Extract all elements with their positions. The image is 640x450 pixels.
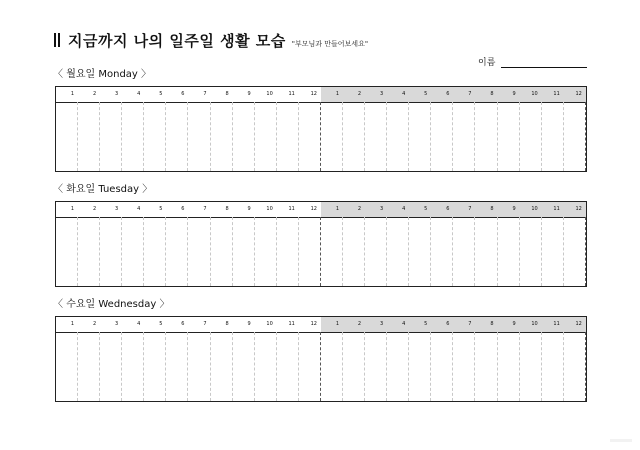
hour-slot[interactable]: [321, 332, 343, 401]
hour-header-cell: [233, 87, 255, 102]
hour-label: 11: [553, 91, 560, 97]
hour-label: 2: [357, 321, 362, 327]
hour-label: 5: [159, 91, 163, 97]
hour-label: 9: [247, 321, 251, 327]
hour-slot[interactable]: [431, 217, 453, 286]
hour-label: 8: [225, 91, 229, 97]
hour-slot[interactable]: [122, 217, 144, 286]
hour-header-cell: [78, 202, 100, 217]
hour-slot[interactable]: [343, 217, 365, 286]
hour-slot[interactable]: [365, 332, 387, 401]
hour-label: 1: [335, 321, 340, 327]
hour-label: 6: [446, 91, 450, 97]
hour-header-cell: [122, 317, 144, 332]
hour-slot[interactable]: [498, 217, 520, 286]
hour-slot[interactable]: [343, 332, 365, 401]
hour-header-cell: [100, 202, 122, 217]
hour-slot[interactable]: [387, 102, 409, 171]
hour-header-cell: [233, 202, 255, 217]
hour-slot[interactable]: [100, 332, 122, 401]
title-bar-icon: [54, 33, 60, 47]
hour-slot[interactable]: [166, 217, 188, 286]
hour-header-cell: [365, 87, 387, 102]
hour-header-cell: [166, 317, 188, 332]
day-label: 〈 월요일 Monday 〉: [53, 69, 152, 80]
hour-slot[interactable]: [255, 332, 277, 401]
hour-header-cell: [321, 87, 343, 102]
name-blank-line[interactable]: [501, 58, 587, 68]
time-grid: [55, 201, 587, 287]
hour-label: 4: [137, 206, 141, 212]
hour-header-cell: [255, 202, 277, 217]
hour-label: 3: [115, 206, 119, 212]
hour-header-cell: [78, 317, 100, 332]
hour-label: 1: [70, 206, 75, 212]
hour-slot[interactable]: [211, 217, 233, 286]
hour-slot[interactable]: [564, 217, 586, 286]
worksheet-header: [54, 30, 368, 51]
hour-label: 5: [159, 206, 163, 212]
hour-slot[interactable]: [498, 102, 520, 171]
hour-label: 10: [266, 206, 273, 212]
hour-header-cell: [321, 317, 343, 332]
worksheet-note: "부모님과 만들어보세요": [291, 40, 369, 48]
hour-label: 5: [424, 206, 428, 212]
hour-slot[interactable]: [233, 332, 255, 401]
hour-header-cell: [564, 317, 586, 332]
hour-label: 4: [402, 321, 406, 327]
hour-header-cell: [431, 202, 453, 217]
hour-slot[interactable]: [542, 332, 564, 401]
hour-slot[interactable]: [564, 332, 586, 401]
hour-header-cell: [299, 202, 321, 217]
hour-slot[interactable]: [475, 102, 497, 171]
hour-slot[interactable]: [387, 217, 409, 286]
day-section-tuesday: [55, 183, 587, 287]
hour-slot[interactable]: [453, 102, 475, 171]
hour-body-row: [56, 102, 586, 171]
hour-slot[interactable]: [255, 217, 277, 286]
hour-label: 10: [531, 206, 538, 212]
hour-slot[interactable]: [365, 217, 387, 286]
hour-label: 12: [575, 206, 582, 212]
hour-body-row: [56, 332, 586, 401]
hour-label: 8: [490, 206, 494, 212]
hour-slot[interactable]: [564, 102, 586, 171]
hour-header-cell: [475, 87, 497, 102]
hour-slot[interactable]: [431, 102, 453, 171]
hour-slot[interactable]: [78, 332, 100, 401]
hour-header-cell: [365, 317, 387, 332]
name-label: 이름: [478, 58, 496, 68]
hour-header-cell: [387, 317, 409, 332]
hour-header-cell: [520, 87, 542, 102]
hour-header-cell: [321, 202, 343, 217]
hour-slot[interactable]: [453, 332, 475, 401]
hour-slot[interactable]: [277, 102, 299, 171]
hour-header-cell: [78, 87, 100, 102]
hour-label: 5: [159, 321, 163, 327]
hour-header-cell: [166, 87, 188, 102]
hour-label: 8: [225, 321, 229, 327]
hour-header-cell: [211, 317, 233, 332]
hour-label: 6: [181, 91, 185, 97]
hour-slot[interactable]: [100, 217, 122, 286]
hour-label: 8: [490, 321, 494, 327]
hour-header-cell: [277, 202, 299, 217]
hour-slot[interactable]: [78, 102, 100, 171]
page-marker: [610, 439, 632, 442]
hour-label: 6: [446, 321, 450, 327]
hour-header-cell: [56, 317, 78, 332]
hour-slot[interactable]: [542, 217, 564, 286]
hour-header-cell: [299, 317, 321, 332]
time-grid: [55, 316, 587, 402]
hour-label: 7: [203, 321, 207, 327]
hour-slot[interactable]: [188, 102, 210, 171]
hour-header-cell: [343, 317, 365, 332]
hour-label: 12: [575, 321, 582, 327]
hour-slot[interactable]: [365, 102, 387, 171]
hour-slot[interactable]: [144, 217, 166, 286]
day-korean: 화요일: [66, 184, 96, 195]
hour-label: 2: [357, 206, 362, 212]
hour-slot[interactable]: [475, 217, 497, 286]
hour-header-cell: [122, 87, 144, 102]
hour-body-row: [56, 217, 586, 286]
hour-label: 4: [402, 91, 406, 97]
hour-header-cell: [233, 317, 255, 332]
hour-label: 7: [468, 91, 472, 97]
hour-label: 11: [553, 321, 560, 327]
hour-label: 5: [424, 321, 428, 327]
hour-header-cell: [453, 317, 475, 332]
hour-label: 6: [181, 206, 185, 212]
worksheet-title: 지금까지 나의 일주일 생활 모습: [68, 32, 286, 50]
hour-header-cell: [475, 202, 497, 217]
hour-label: 4: [402, 206, 406, 212]
hour-label: 3: [115, 321, 119, 327]
hour-header-cell: [144, 317, 166, 332]
hour-header-cell: [564, 202, 586, 217]
hour-slot[interactable]: [431, 332, 453, 401]
hour-header-cell: [166, 202, 188, 217]
hour-header-cell: [299, 87, 321, 102]
hour-header-cell: [409, 317, 431, 332]
hour-label: 2: [92, 206, 97, 212]
hour-header-row: [56, 317, 586, 333]
hour-header-cell: [520, 202, 542, 217]
hour-slot[interactable]: [144, 332, 166, 401]
hour-slot[interactable]: [299, 217, 321, 286]
hour-header-row: [56, 202, 586, 218]
hour-header-cell: [56, 87, 78, 102]
hour-header-cell: [343, 87, 365, 102]
hour-label: 12: [310, 206, 317, 212]
hour-slot[interactable]: [409, 102, 431, 171]
hour-header-cell: [431, 317, 453, 332]
day-english: Monday: [98, 69, 138, 80]
hour-slot[interactable]: [56, 217, 78, 286]
hour-label: 12: [310, 321, 317, 327]
hour-header-cell: [277, 317, 299, 332]
hour-slot[interactable]: [520, 332, 542, 401]
hour-header-cell: [188, 317, 210, 332]
hour-label: 1: [335, 91, 340, 97]
hour-label: 2: [357, 91, 362, 97]
hour-label: 3: [379, 91, 384, 97]
hour-slot[interactable]: [277, 332, 299, 401]
hour-header-cell: [409, 87, 431, 102]
hour-label: 6: [181, 321, 185, 327]
hour-label: 12: [575, 91, 582, 97]
hour-header-cell: [453, 202, 475, 217]
hour-label: 1: [335, 206, 340, 212]
hour-slot[interactable]: [56, 332, 78, 401]
hour-header-cell: [498, 317, 520, 332]
hour-header-cell: [188, 87, 210, 102]
hour-label: 7: [468, 206, 472, 212]
hour-label: 4: [137, 91, 141, 97]
hour-header-cell: [542, 87, 564, 102]
hour-slot[interactable]: [409, 217, 431, 286]
hour-label: 3: [379, 206, 384, 212]
hour-slot[interactable]: [144, 102, 166, 171]
hour-label: 10: [266, 321, 273, 327]
hour-slot[interactable]: [122, 102, 144, 171]
time-grid: [55, 86, 587, 172]
hour-header-cell: [211, 87, 233, 102]
day-english: Tuesday: [98, 184, 140, 195]
hour-slot[interactable]: [498, 332, 520, 401]
hour-header-cell: [56, 202, 78, 217]
hour-slot[interactable]: [56, 102, 78, 171]
hour-header-cell: [431, 87, 453, 102]
hour-slot[interactable]: [122, 332, 144, 401]
hour-slot[interactable]: [211, 102, 233, 171]
hour-label: 10: [531, 91, 538, 97]
hour-slot[interactable]: [78, 217, 100, 286]
hour-slot[interactable]: [409, 332, 431, 401]
hour-label: 9: [247, 91, 251, 97]
hour-label: 9: [247, 206, 251, 212]
hour-slot[interactable]: [211, 332, 233, 401]
hour-slot[interactable]: [453, 217, 475, 286]
hour-label: 8: [490, 91, 494, 97]
hour-slot[interactable]: [343, 102, 365, 171]
hour-header-cell: [211, 202, 233, 217]
hour-header-cell: [365, 202, 387, 217]
hour-label: 11: [288, 206, 295, 212]
hour-label: 9: [512, 321, 516, 327]
hour-slot[interactable]: [321, 217, 343, 286]
hour-header-cell: [255, 317, 277, 332]
hour-label: 8: [225, 206, 229, 212]
hour-label: 7: [203, 91, 207, 97]
hour-header-cell: [409, 202, 431, 217]
hour-slot[interactable]: [542, 102, 564, 171]
hour-label: 3: [115, 91, 119, 97]
hour-header-cell: [453, 87, 475, 102]
hour-header-cell: [343, 202, 365, 217]
day-korean: 월요일: [66, 69, 96, 80]
name-field: [478, 55, 587, 68]
hour-header-cell: [144, 202, 166, 217]
hour-label: 5: [424, 91, 428, 97]
day-section-monday: [55, 68, 587, 172]
hour-header-cell: [542, 317, 564, 332]
hour-header-cell: [100, 317, 122, 332]
hour-slot[interactable]: [321, 102, 343, 171]
hour-header-cell: [277, 87, 299, 102]
hour-slot[interactable]: [299, 332, 321, 401]
hour-header-cell: [100, 87, 122, 102]
hour-label: 10: [531, 321, 538, 327]
hour-header-cell: [188, 202, 210, 217]
hour-slot[interactable]: [255, 102, 277, 171]
hour-header-row: [56, 87, 586, 103]
hour-header-cell: [542, 202, 564, 217]
hour-label: 7: [203, 206, 207, 212]
hour-slot[interactable]: [520, 217, 542, 286]
hour-label: 7: [468, 321, 472, 327]
hour-slot[interactable]: [387, 332, 409, 401]
day-label: 〈 수요일 Wednesday 〉: [53, 299, 170, 310]
hour-label: 3: [379, 321, 384, 327]
hour-header-cell: [564, 87, 586, 102]
hour-slot[interactable]: [233, 102, 255, 171]
hour-header-cell: [144, 87, 166, 102]
hour-slot[interactable]: [277, 217, 299, 286]
hour-label: 11: [288, 91, 295, 97]
day-label: 〈 화요일 Tuesday 〉: [53, 184, 153, 195]
hour-header-cell: [387, 87, 409, 102]
hour-header-cell: [475, 317, 497, 332]
hour-label: 9: [512, 91, 516, 97]
hour-slot[interactable]: [233, 217, 255, 286]
hour-header-cell: [255, 87, 277, 102]
hour-label: 9: [512, 206, 516, 212]
hour-label: 6: [446, 206, 450, 212]
hour-slot[interactable]: [188, 217, 210, 286]
hour-header-cell: [498, 87, 520, 102]
hour-label: 2: [92, 91, 97, 97]
hour-slot[interactable]: [166, 332, 188, 401]
hour-label: 4: [137, 321, 141, 327]
hour-header-cell: [122, 202, 144, 217]
hour-header-cell: [387, 202, 409, 217]
hour-header-cell: [520, 317, 542, 332]
hour-label: 12: [310, 91, 317, 97]
hour-label: 2: [92, 321, 97, 327]
hour-label: 1: [70, 91, 75, 97]
day-section-wednesday: [55, 298, 587, 402]
hour-label: 11: [288, 321, 295, 327]
hour-slot[interactable]: [100, 102, 122, 171]
hour-slot[interactable]: [166, 102, 188, 171]
hour-label: 1: [70, 321, 75, 327]
hour-label: 10: [266, 91, 273, 97]
hour-slot[interactable]: [299, 102, 321, 171]
hour-slot[interactable]: [475, 332, 497, 401]
hour-header-cell: [498, 202, 520, 217]
day-korean: 수요일: [66, 299, 96, 310]
hour-slot[interactable]: [520, 102, 542, 171]
hour-label: 11: [553, 206, 560, 212]
day-english: Wednesday: [98, 299, 157, 310]
hour-slot[interactable]: [188, 332, 210, 401]
